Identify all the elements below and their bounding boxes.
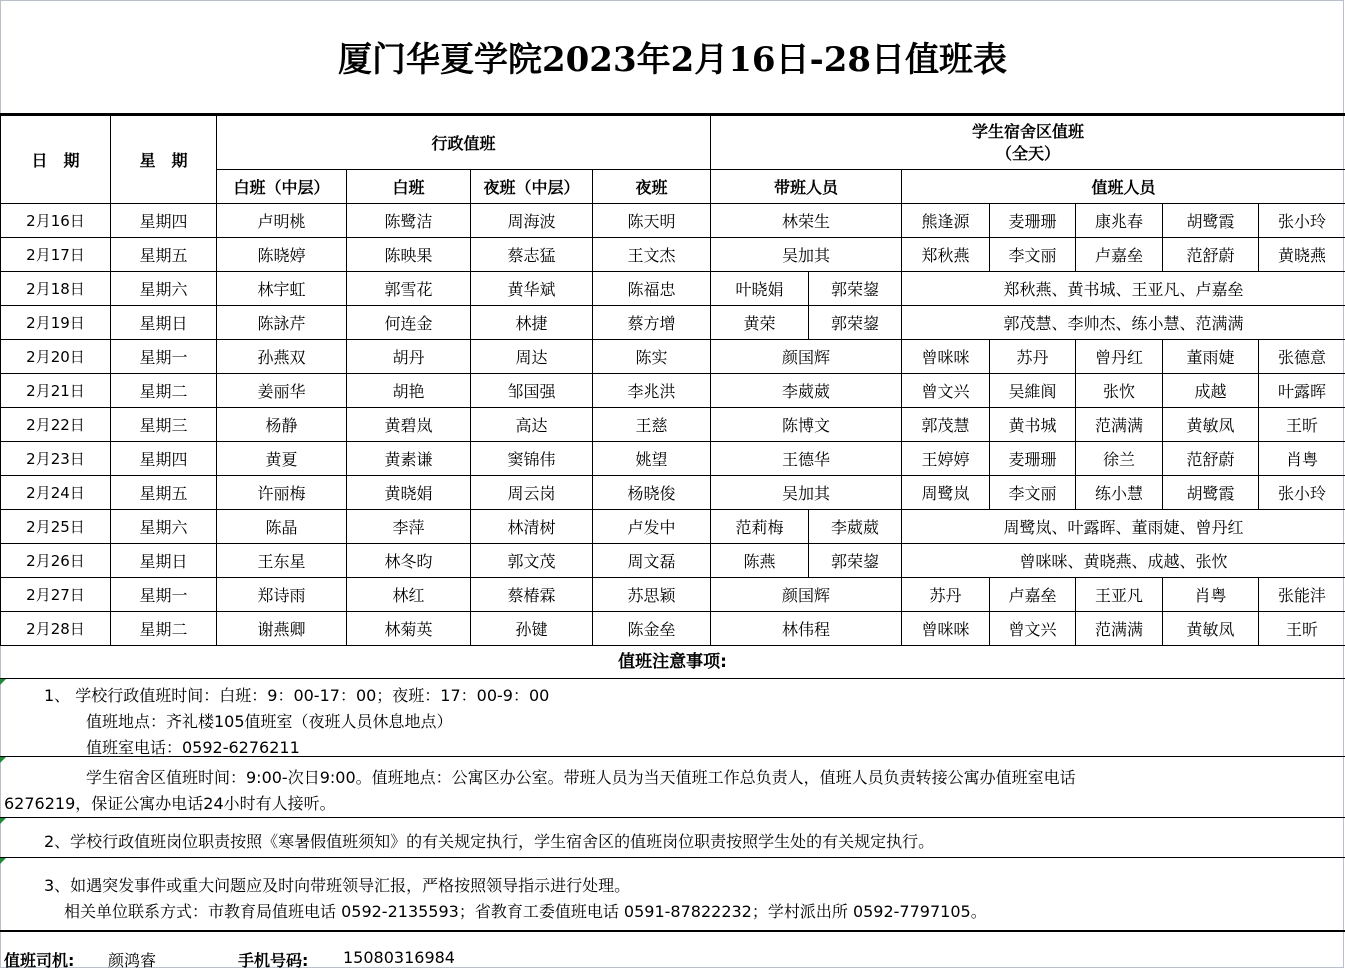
day-mid-cell: 姜丽华: [217, 374, 347, 408]
cell-marker-icon: [0, 818, 6, 824]
night-mid-cell: 蔡椿霖: [471, 578, 593, 612]
day-mid-cell: 许丽梅: [217, 476, 347, 510]
table-row: [1, 510, 1345, 544]
date-cell: 2月25日: [1, 510, 111, 544]
notes-caption: 值班注意事项:: [0, 647, 1345, 677]
leader-cell: 陈燕: [711, 544, 809, 578]
day-mid-cell: 王东星: [217, 544, 347, 578]
staff-cell: 王婷婷: [902, 442, 990, 476]
cell-marker-icon: [0, 679, 6, 685]
staff-cell: 董雨婕: [1163, 340, 1259, 374]
leader-cell: 吴加其: [711, 238, 902, 272]
weekday-cell: 星期一: [111, 340, 217, 374]
staff-cell: 苏丹: [990, 340, 1076, 374]
header-leader: 带班人员: [711, 170, 902, 204]
note-2-text: 2、学校行政值班岗位职责按照《寒暑假值班须知》的有关规定执行，学生宿舍区的值班岗位职责按照学生处的有关规定执行。: [44, 829, 934, 852]
header-date: 日 期: [1, 116, 111, 204]
driver-label: 值班司机:: [4, 948, 74, 971]
night-mid-cell: 高达: [471, 408, 593, 442]
table-row: [1, 374, 1345, 408]
note-1b-line-1: 学生宿舍区值班时间：9:00-次日9:00。值班地点：公寓区办公室。带班人员为当天值班工作总负责人，值班人员负责转接公寓办值班室电话: [86, 765, 1076, 788]
table-row: [1, 204, 1345, 238]
header-dorm-duty: [711, 116, 1345, 170]
weekday-cell: 星期六: [111, 510, 217, 544]
note-3-line-1: 3、如遇突发事件或重大问题应及时向带班领导汇报，严格按照领导指示进行处理。: [44, 873, 630, 896]
staff-cell: 范舒蔚: [1163, 238, 1259, 272]
header-day-mid: 白班（中层）: [217, 170, 347, 204]
staff-cell: 卢嘉垒: [1076, 238, 1163, 272]
staff-cell: 黄书城: [990, 408, 1076, 442]
staff-cell: 麦珊珊: [990, 204, 1076, 238]
staff-cell: 卢嘉垒: [990, 578, 1076, 612]
cell-marker-icon: [0, 858, 6, 864]
weekday-cell: 星期二: [111, 374, 217, 408]
day-mid-cell: 黄夏: [217, 442, 347, 476]
staff-cell: 吴維阆: [990, 374, 1076, 408]
staff-cell: 范舒蔚: [1163, 442, 1259, 476]
header-day: 白班: [347, 170, 471, 204]
day-mid-cell: 陈晶: [217, 510, 347, 544]
date-cell: 2月27日: [1, 578, 111, 612]
leader-cell: 颜国辉: [711, 578, 902, 612]
staff-cell: 曾丹红: [1076, 340, 1163, 374]
leader-cell: 陈博文: [711, 408, 902, 442]
day-mid-cell: 卢明桃: [217, 204, 347, 238]
staff-cell: 曾咪咪: [902, 340, 990, 374]
date-cell: 2月19日: [1, 306, 111, 340]
staff-cell: 曾咪咪: [902, 612, 990, 646]
day-mid-cell: 谢燕卿: [217, 612, 347, 646]
staff-cell: 肖粤: [1259, 442, 1345, 476]
night-cell: 姚望: [593, 442, 711, 476]
day-cell: 林冬昀: [347, 544, 471, 578]
leader-cell: 黄荣: [711, 306, 809, 340]
note-1: [0, 679, 1345, 757]
day-cell: 林菊英: [347, 612, 471, 646]
staff-cell: 周鹭岚: [902, 476, 990, 510]
table-row: [1, 578, 1345, 612]
leader-cell: 郭荣鋆: [809, 306, 902, 340]
staff-cell: 张小玲: [1259, 476, 1345, 510]
night-mid-cell: 周海波: [471, 204, 593, 238]
night-cell: 蔡方增: [593, 306, 711, 340]
day-cell: 胡丹: [347, 340, 471, 374]
table-row: [1, 612, 1345, 646]
weekday-cell: 星期日: [111, 544, 217, 578]
night-cell: 陈实: [593, 340, 711, 374]
staff-cell: 张忺: [1076, 374, 1163, 408]
night-cell: 陈福忠: [593, 272, 711, 306]
date-cell: 2月20日: [1, 340, 111, 374]
staff-cell: 范满满: [1076, 612, 1163, 646]
staff-cell: 肖粤: [1163, 578, 1259, 612]
note-3: [0, 858, 1345, 930]
staff-cell: 李文丽: [990, 238, 1076, 272]
day-cell: 林红: [347, 578, 471, 612]
leader-cell: 林伟程: [711, 612, 902, 646]
day-mid-cell: 陈晓婷: [217, 238, 347, 272]
date-cell: 2月21日: [1, 374, 111, 408]
weekday-cell: 星期二: [111, 612, 217, 646]
page-title: 厦门华夏学院2023年2月16日-28日值班表: [338, 32, 1007, 81]
header-weekday: 星 期: [111, 116, 217, 204]
day-mid-cell: 杨静: [217, 408, 347, 442]
header-night-mid: 夜班（中层）: [471, 170, 593, 204]
staff-cell: 曾文兴: [902, 374, 990, 408]
day-cell: 何连金: [347, 306, 471, 340]
table-row: [1, 442, 1345, 476]
driver-phone: 15080316984: [343, 948, 455, 967]
weekday-cell: 星期五: [111, 238, 217, 272]
staff-cell: 郑秋燕、黄书城、王亚凡、卢嘉垒: [902, 272, 1345, 306]
table-row: [1, 476, 1345, 510]
staff-cell: 曾咪咪、黄晓燕、成越、张忺: [902, 544, 1345, 578]
table-row: [1, 272, 1345, 306]
note-1-line-3: 值班室电话：0592-6276211: [86, 735, 300, 758]
staff-cell: 胡鹭霞: [1163, 476, 1259, 510]
day-cell: 陈映果: [347, 238, 471, 272]
staff-cell: 徐兰: [1076, 442, 1163, 476]
notes-caption-row: [0, 647, 1345, 679]
staff-cell: 麦珊珊: [990, 442, 1076, 476]
footer: [0, 930, 1345, 970]
date-cell: 2月23日: [1, 442, 111, 476]
day-mid-cell: 郑诗雨: [217, 578, 347, 612]
leader-cell: 吴加其: [711, 476, 902, 510]
day-cell: 胡艳: [347, 374, 471, 408]
staff-cell: 王昕: [1259, 408, 1345, 442]
table-row: [1, 544, 1345, 578]
date-cell: 2月28日: [1, 612, 111, 646]
night-cell: 李兆洪: [593, 374, 711, 408]
night-mid-cell: 邹国强: [471, 374, 593, 408]
weekday-cell: 星期三: [111, 408, 217, 442]
weekday-cell: 星期五: [111, 476, 217, 510]
leader-cell: 王德华: [711, 442, 902, 476]
staff-cell: 曾文兴: [990, 612, 1076, 646]
staff-cell: 熊逢源: [902, 204, 990, 238]
header-staff: 值班人员: [902, 170, 1345, 204]
note-3-line-2: 相关单位联系方式：市教育局值班电话 0592-2135593；省教育工委值班电话 0591-87822232；学村派出所 0592-7797105。: [64, 899, 987, 922]
note-1-line-1: 1、 学校行政值班时间：白班：9：00-17：00；夜班：17：00-9：00: [44, 683, 549, 706]
night-mid-cell: 蔡志猛: [471, 238, 593, 272]
day-mid-cell: 林宇虹: [217, 272, 347, 306]
weekday-cell: 星期六: [111, 272, 217, 306]
night-cell: 陈天明: [593, 204, 711, 238]
header-night: 夜班: [593, 170, 711, 204]
staff-cell: 黄晓燕: [1259, 238, 1345, 272]
staff-cell: 李文丽: [990, 476, 1076, 510]
day-cell: 陈鹭洁: [347, 204, 471, 238]
leader-cell: 郭荣鋆: [809, 544, 902, 578]
night-cell: 王文杰: [593, 238, 711, 272]
schedule-table: [0, 115, 1345, 646]
night-cell: 卢发中: [593, 510, 711, 544]
leader-cell: 李葳葳: [809, 510, 902, 544]
date-cell: 2月16日: [1, 204, 111, 238]
staff-cell: 王昕: [1259, 612, 1345, 646]
night-mid-cell: 窦锦伟: [471, 442, 593, 476]
weekday-cell: 星期日: [111, 306, 217, 340]
table-row: [1, 340, 1345, 374]
night-mid-cell: 林捷: [471, 306, 593, 340]
staff-cell: 黄敏凤: [1163, 408, 1259, 442]
note-1b-line-2: 6276219，保证公寓办电话24小时有人接听。: [4, 791, 336, 814]
phone-label: 手机号码:: [238, 948, 308, 971]
header-dorm-duty-subtitle: （全天）: [711, 143, 1345, 165]
date-cell: 2月17日: [1, 238, 111, 272]
staff-cell: 胡鹭霞: [1163, 204, 1259, 238]
day-mid-cell: 陈詠芹: [217, 306, 347, 340]
day-cell: 黄素谦: [347, 442, 471, 476]
date-cell: 2月18日: [1, 272, 111, 306]
day-cell: 李萍: [347, 510, 471, 544]
night-mid-cell: 周云岗: [471, 476, 593, 510]
leader-cell: 范莉梅: [711, 510, 809, 544]
leader-cell: 林荣生: [711, 204, 902, 238]
staff-cell: 康兆春: [1076, 204, 1163, 238]
staff-cell: 练小慧: [1076, 476, 1163, 510]
day-mid-cell: 孙燕双: [217, 340, 347, 374]
night-mid-cell: 孙键: [471, 612, 593, 646]
leader-cell: 李葳葳: [711, 374, 902, 408]
day-cell: 黄碧岚: [347, 408, 471, 442]
leader-cell: 叶晓娟: [711, 272, 809, 306]
night-mid-cell: 林清树: [471, 510, 593, 544]
weekday-cell: 星期四: [111, 204, 217, 238]
title-area: [0, 0, 1345, 115]
day-cell: 郭雪花: [347, 272, 471, 306]
table-row: [1, 306, 1345, 340]
staff-cell: 周鹭岚、叶露晖、董雨婕、曾丹红: [902, 510, 1345, 544]
staff-cell: 张能沣: [1259, 578, 1345, 612]
night-cell: 苏思颖: [593, 578, 711, 612]
leader-cell: 郭荣鋆: [809, 272, 902, 306]
day-cell: 黄晓娟: [347, 476, 471, 510]
cell-marker-icon: [0, 757, 6, 763]
night-mid-cell: 周达: [471, 340, 593, 374]
staff-cell: 郑秋燕: [902, 238, 990, 272]
weekday-cell: 星期一: [111, 578, 217, 612]
staff-cell: 叶露晖: [1259, 374, 1345, 408]
table-row: [1, 408, 1345, 442]
date-cell: 2月24日: [1, 476, 111, 510]
weekday-cell: 星期四: [111, 442, 217, 476]
staff-cell: 成越: [1163, 374, 1259, 408]
staff-cell: 张德意: [1259, 340, 1345, 374]
header-dorm-duty-title: 学生宿舍区值班: [711, 121, 1345, 143]
staff-cell: 黄敏凤: [1163, 612, 1259, 646]
staff-cell: 王亚凡: [1076, 578, 1163, 612]
night-cell: 杨晓俊: [593, 476, 711, 510]
night-mid-cell: 黄华斌: [471, 272, 593, 306]
staff-cell: 郭茂慧、李帅杰、练小慧、范满满: [902, 306, 1345, 340]
date-cell: 2月26日: [1, 544, 111, 578]
night-mid-cell: 郭文茂: [471, 544, 593, 578]
header-admin-duty: 行政值班: [217, 116, 711, 170]
driver-name: 颜鸿睿: [108, 948, 156, 971]
staff-cell: 郭茂慧: [902, 408, 990, 442]
night-cell: 周文磊: [593, 544, 711, 578]
table-row: [1, 238, 1345, 272]
night-cell: 陈金垒: [593, 612, 711, 646]
note-1-line-2: 值班地点：齐礼楼105值班室（夜班人员休息地点）: [86, 709, 453, 732]
night-cell: 王慈: [593, 408, 711, 442]
staff-cell: 范满满: [1076, 408, 1163, 442]
note-2: [0, 818, 1345, 858]
note-1b: [0, 757, 1345, 818]
staff-cell: 张小玲: [1259, 204, 1345, 238]
leader-cell: 颜国辉: [711, 340, 902, 374]
date-cell: 2月22日: [1, 408, 111, 442]
staff-cell: 苏丹: [902, 578, 990, 612]
